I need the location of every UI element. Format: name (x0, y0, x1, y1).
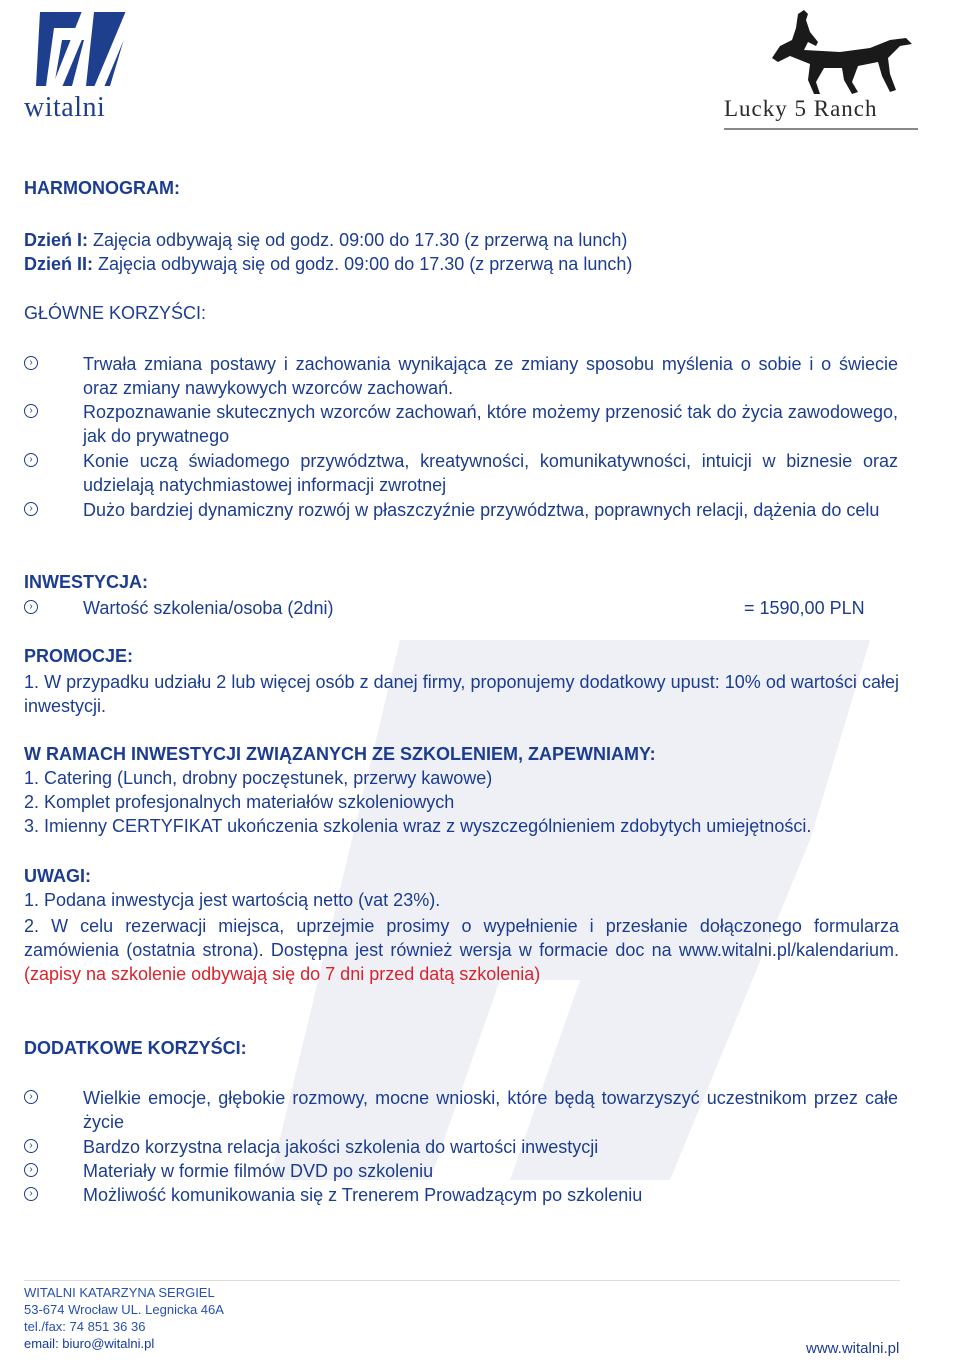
chevron-right-icon: › (24, 1163, 38, 1177)
witalni-emblem-icon (24, 6, 154, 92)
chevron-right-icon: › (24, 502, 38, 516)
korzysci-item-text: Rozpoznawanie skutecznych wzorców zachowań, które możemy przenosić tak do życia zawodowego, jak do prywatnego (83, 402, 898, 446)
day-1 (24, 230, 627, 251)
dodatkowe-item-text: Możliwość komunikowania się z Trenerem Prowadzącym po szkoleniu (83, 1185, 643, 1205)
zapewniamy-item: 3. Imienny CERTYFIKAT ukończenia szkolenia wraz z wyszczególnieniem zdobytych umiejętności. (24, 816, 812, 836)
dodatkowe-item-text: Materiały w formie filmów DVD po szkoleniu (83, 1161, 434, 1181)
zapewniamy-heading: W RAMACH INWESTYCJI ZWIĄZANYCH ZE SZKOLENIEM, ZAPEWNIAMY: (24, 744, 656, 764)
inwestycja-item-text: Wartość szkolenia/osoba (2dni) (83, 598, 334, 618)
uwagi-item-2-text: 2. W celu rezerwacji miejsca, uprzejmie prosimy o wypełnienie i przesłanie dołączonego formularza zamówienia (ostatnia strona). Dostępna jest również wersja w formacie doc na www.witalni.pl/kalendarium. (24, 916, 899, 960)
witalni-logo (24, 6, 154, 123)
horse-rider-icon (720, 2, 920, 96)
chevron-right-icon: › (24, 356, 38, 370)
lucky-5-ranch-logo (720, 2, 920, 130)
korzysci-item-text: Konie uczą świadomego przywództwa, kreatywności, komunikatywności, intuicji w biznesie oraz udzielają natychmiastowej informacji zwrotnej (83, 451, 898, 495)
promocje-text: 1. W przypadku udziału 2 lub więcej osób z danej firmy, proponujemy dodatkowy upust: 10% od wartości całej inwestycji. (24, 672, 899, 716)
dodatkowe-item-text: Wielkie emocje, głębokie rozmowy, mocne wnioski, które będą towarzyszyć uczestnikom przez całe życie (83, 1088, 898, 1132)
logo-underline (724, 128, 918, 130)
footer-address: 53-674 Wrocław UL. Legnicka 46A (24, 1302, 224, 1317)
harmonogram-heading: HARMONOGRAM: (24, 178, 180, 198)
korzysci-heading: GŁÓWNE KORZYŚCI: (24, 303, 207, 323)
day-1-text: Zajęcia odbywają się od godz. 09:00 do 17.30 (z przerwą na lunch) (88, 230, 628, 250)
chevron-right-icon: › (24, 600, 38, 614)
footer-email[interactable]: email: biuro@witalni.pl (24, 1336, 155, 1351)
day-1-label: Dzień I: (24, 230, 89, 250)
footer-website-link[interactable]: www.witalni.pl (806, 1340, 900, 1357)
uwagi-item-1: 1. Podana inwestycja jest wartością netto (vat 23%). (24, 890, 441, 910)
zapewniamy-item: 1. Catering (Lunch, drobny poczęstunek, przerwy kawowe) (24, 768, 493, 788)
chevron-right-icon: › (24, 1090, 38, 1104)
chevron-right-icon: › (24, 1139, 38, 1153)
lucky-5-ranch-text: Lucky 5 Ranch (724, 96, 878, 121)
day-2 (24, 254, 632, 275)
dodatkowe-item-text: Bardzo korzystna relacja jakości szkolenia do wartości inwestycji (83, 1137, 599, 1157)
promocje-heading: PROMOCJE: (24, 646, 134, 666)
chevron-right-icon: › (24, 1187, 38, 1201)
footer-divider (24, 1280, 900, 1281)
chevron-right-icon: › (24, 404, 38, 418)
chevron-right-icon: › (24, 453, 38, 467)
korzysci-item-text: Dużo bardziej dynamiczny rozwój w płaszczyźnie przywództwa, poprawnych relacji, dążenia do celu (83, 500, 880, 520)
dodatkowe-heading: DODATKOWE KORZYŚCI: (24, 1038, 247, 1058)
day-2-text: Zajęcia odbywają się od godz. 09:00 do 17.30 (z przerwą na lunch) (93, 254, 633, 274)
witalni-logo-text: witalni (24, 92, 106, 123)
korzysci-item-text: Trwała zmiana postawy i zachowania wynikająca ze zmiany sposobu myślenia o sobie i o świecie oraz zmiany nawykowych wzorców zachowań. (83, 354, 898, 398)
uwagi-item-2 (24, 914, 899, 986)
uwagi-item-2-deadline: (zapisy na szkolenie odbywają się do 7 dni przed datą szkolenia) (24, 964, 541, 984)
day-2-label: Dzień II: (24, 254, 94, 274)
footer-company: WITALNI KATARZYNA SERGIEL (24, 1285, 215, 1300)
zapewniamy-item: 2. Komplet profesjonalnych materiałów szkoleniowych (24, 792, 455, 812)
inwestycja-heading: INWESTYCJA: (24, 572, 149, 592)
uwagi-heading: UWAGI: (24, 866, 91, 886)
footer-phone: tel./fax: 74 851 36 36 (24, 1319, 146, 1334)
inwestycja-amount: = 1590,00 PLN (744, 598, 865, 618)
